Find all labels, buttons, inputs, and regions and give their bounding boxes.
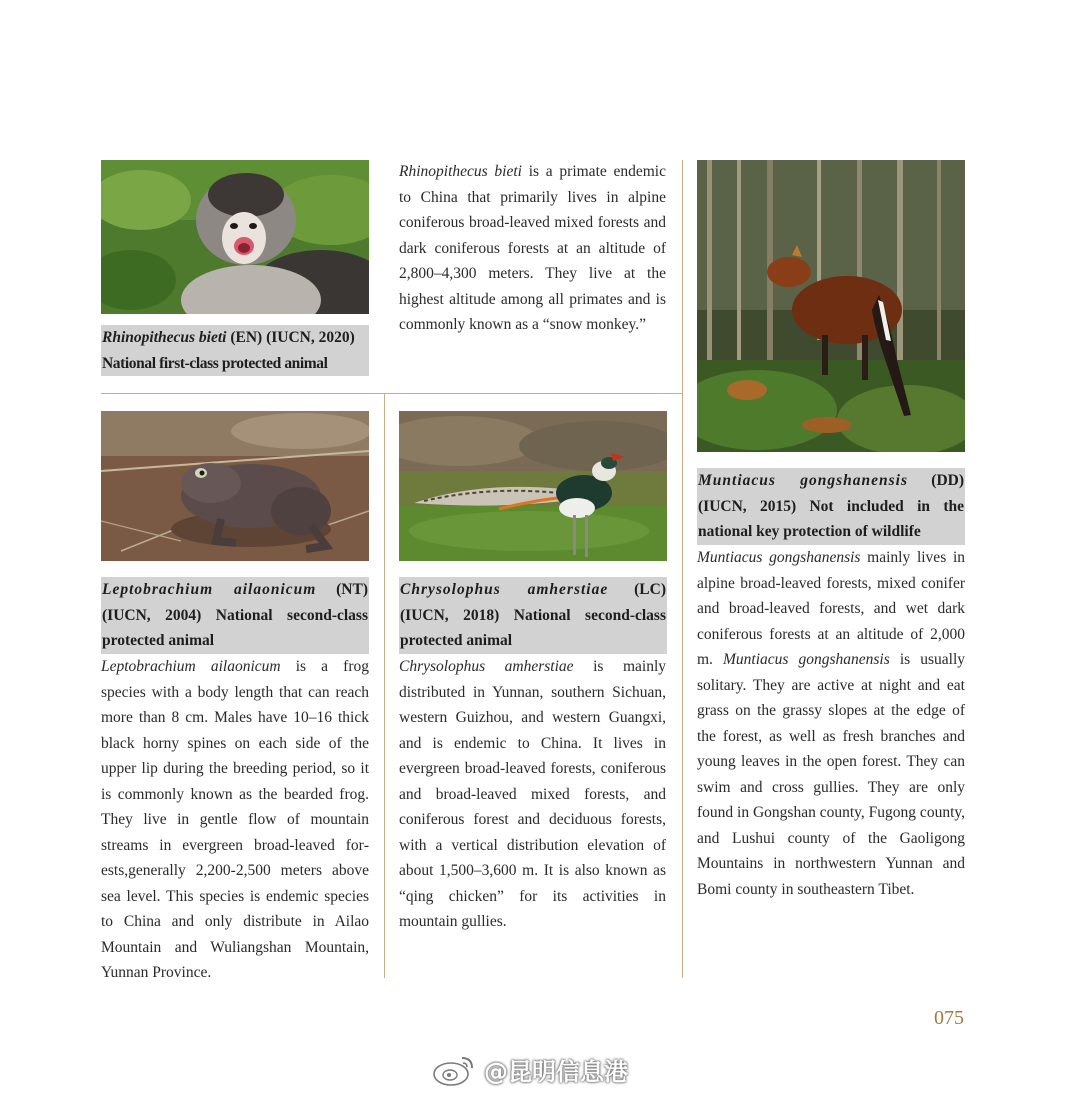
frog-caption	[101, 577, 369, 654]
frog-photo	[101, 411, 369, 561]
text-segment: Leptobrachium ailaonicum	[101, 658, 281, 675]
text-segment: is usually solitary. They are active at night and eat grass on the grassy slopes at the edge of the forest, as well as fresh branches and young leaves in the open forest. They can swim and cross gullies. They are only found in Gongshan county, Fugong county, and Lushui county of the Gaoligong Mountains in northwestern Yunnan and Bomi county in southeastern Tibet.	[697, 651, 966, 898]
text-segment: Rhinopithecus bieti	[399, 163, 522, 180]
pheasant-description	[399, 654, 666, 935]
page-number: 075	[934, 1007, 964, 1029]
text-segment: Muntiacus gongshanensis	[697, 549, 861, 566]
monkey-photo	[101, 160, 369, 314]
text-segment: is mainly distributed in Yunnan, southern Sichuan, western Guizhou, and western Guangxi, and is endemic to China. It lives in evergreen broad-leaved forests, coniferous and broad-leaved mixed forests, and coniferous forest and deciduous forests, with a vertical distribution elevation of about 1,500–3,600 m. It is also known as “qing chicken” for its activities in mountain gullies.	[399, 658, 667, 930]
weibo-logo-icon	[432, 1053, 476, 1087]
weibo-watermark	[432, 1052, 628, 1087]
column-divider-right	[682, 160, 683, 978]
muntjac-photo	[697, 160, 965, 452]
text-segment: Chrysolophus amherstiae	[399, 658, 574, 675]
monkey-caption-scientific-name: Rhinopithecus bieti	[102, 329, 227, 346]
monkey-description	[399, 159, 666, 338]
text-segment: is a primate endemic to China that primarily lives in alpine coniferous broad-leaved mixed forests and dark coniferous forests at an altitude of 2,800–4,300 meters. They live at the highest altitude among all primates and is commonly known as a “snow monkey.”	[399, 163, 666, 333]
text-segment: Muntiacus gongshanensis	[723, 651, 890, 668]
pheasant-photo	[399, 411, 667, 561]
frog-caption-status: (NT) (IUCN, 2004) National second-class protected animal	[102, 581, 368, 649]
muntjac-description	[697, 545, 965, 902]
muntjac-caption-status: (DD) (IUCN, 2015) Not included in the national key protection of wildlife	[698, 472, 964, 540]
monkey-caption-protection: National first-class protected animal	[102, 354, 328, 372]
watermark-handle: @昆明信息港	[484, 1058, 628, 1086]
muntjac-caption	[697, 468, 965, 545]
text-segment: is a frog species with a body length that can reach more than 8 cm. Males have 10–16 thick black horny spines on each side of the upper lip during the breeding period, so it is commonly known as the bearded frog. They live in gentle flow of mountain streams in evergreen broad-leaved forests,generally 2,200-2,500 meters above sea level. This species is endemic species to China and only distribute in Ailao Mountain and Wuliangshan Mountain, Yunnan Province.	[101, 658, 369, 981]
text-segment: mainly lives in alpine broad-leaved forests, mixed conifer and broad-leaved forests, and wet dark coniferous forests at an altitude of 2,000 m.	[697, 549, 966, 668]
pheasant-caption-scientific-name: Chrysolophus amherstiae	[400, 581, 609, 598]
frog-description	[101, 654, 369, 986]
monkey-caption	[101, 325, 369, 376]
frog-caption-scientific-name: Leptobrachium ailaonicum	[102, 581, 317, 598]
muntjac-caption-scientific-name: Muntiacus gongshanensis	[698, 472, 908, 489]
monkey-caption-status: (EN) (IUCN, 2020)	[226, 329, 355, 346]
row-divider	[101, 393, 682, 394]
pheasant-caption-status: (LC) (IUCN, 2018) National second-class protected animal	[400, 581, 666, 649]
column-divider-middle	[384, 393, 385, 978]
pheasant-caption	[399, 577, 667, 654]
